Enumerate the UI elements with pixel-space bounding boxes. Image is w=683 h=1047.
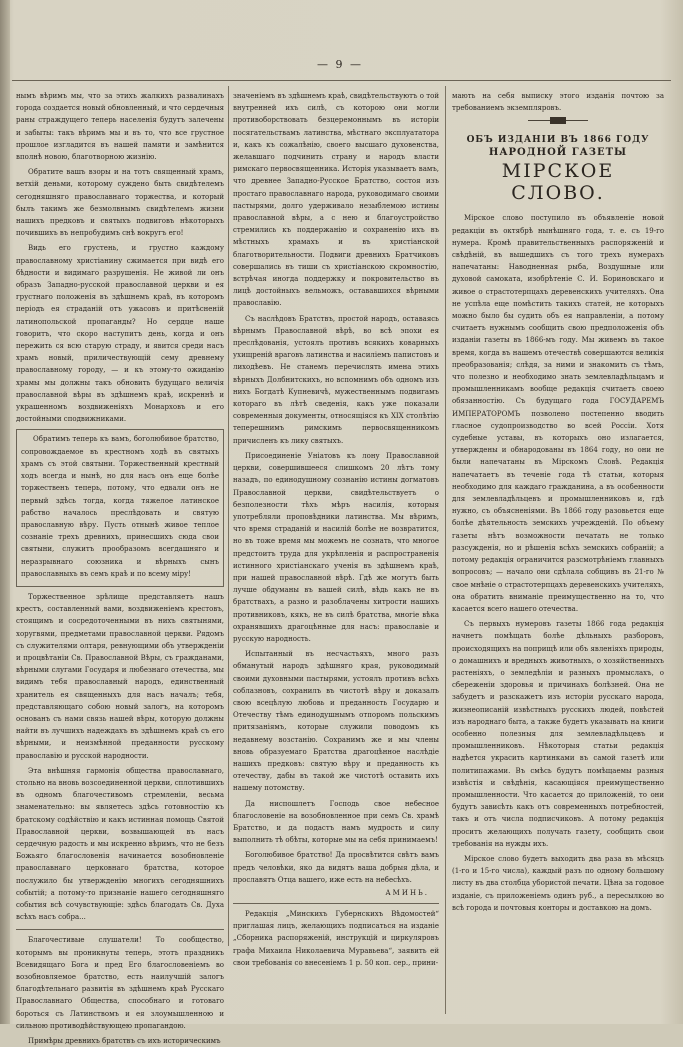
paragraph: Мірское слово поступило въ объявленіе новой редакціи въ октябрѣ нынѣшняго года, т. е. съ 19-го нумера. Кромѣ правительственныхъ распоряженій и свѣдѣній, въ вышедшихъ съ того трехъ нумерахъ напечатаны: Наводненная рыба, Воздушные или духовой самоката, изобрѣтеніе С. И. Бориновскаго и живое о страстотерпцахъ деревенскихъ учителяхъ. Она не успѣла еще помѣстить такихъ статей, не которыхъ можно было бы судить объ ея направленіи, а потому считаетъ нужнымъ сообщить свою предположенія объ изданіи газеты въ 1866-мъ году. Мы живемъ въ такое время, когда въ нашемъ отечествѣ совершаются великія преобразованія; слѣдя, за ними и знакомить съ тѣмъ, что полезно и необходимо знать землевладѣльцамъ и промышленникамъ вообще редакція считаетъ своею обязанностію. Съ будущаго года ГОСУДАРЕМЪ ИМПЕРАТОРОМЪ позволено постепенно вводить гласное судопроизводство во всей Россіи. Хотя судебные уставы, въ которыхъ оно излагается, утверждены и обнародованы въ 1864 году, но они не были напечатаны въ Мірскомъ Словѣ. Редакція напечатаетъ въ теченіе года тѣ статьи, которыя необходимо для каждаго гражданина, а въ особенности для землевладѣльцевъ и промышленниковъ и, гдѣ нужно, съ объясненіями. Въ 1866 году разовьется еще болѣе дѣятельность земскихъ учрежденій. По объему газеты нѣтъ возможности печатать не только разсужденія, но и рѣшенія всѣхъ земскихъ собраній; а потому редакція ограничится разсмотрѣніемъ главныхъ вопросовъ; — начало они сдѣлала собщивъ въ 21-го № свое мнѣніе о страстотерпцахъ деревенскихъ учителяхъ, она обратить вниманіе преимущественно на то, что касается всего нашего отечества. — [452, 214, 664, 613]
ornament-divider — [528, 120, 588, 131]
paragraph: Съ первыхъ нумеровъ газеты 1866 года редакція начнетъ помѣщать болѣе дѣльныхъ разборовъ, происходящихъ на поприщѣ или объ явленіяхъ природы, о домашнихъ и вредныхъ животныхъ, о хозяйственныхъ растеніяхъ, о земледѣліи и разныхъ промыслахъ, о сбереженіи здоровья и причинахъ болѣзней. Она не забудетъ и разскажетъ изъ исторіи русскаго народа, жизнеописаній извѣстныхъ русскихъ людей, повѣстей изъ народнаго быта, а также будетъ указывать на книги особенно полезныя для землевладѣльцевъ и промышленниковъ. Нѣкоторыя статьи редакція надѣется украсить картинками въ самой газетѣ или политипажами. Въ смѣсь будутъ помѣщаемы разныя извѣстія и свѣдѣнія, касающіяся преимущественно промышленности. Что касается до приложеній, то они будутъ зависѣть какъ отъ современныхъ потребностей, такъ и отъ числа подписчиковъ. А потому редакція проситъ желающихъ получать газету, сообщить свои требованія на нужды ихъ. — [452, 620, 664, 848]
binding-shadow — [0, 0, 10, 1024]
paragraph: Боголюбивое братство! Да просвѣтится свѣтъ вамъ предъ человѣки, яко да видятъ ваша добрыя дѣла, и прославятъ Отца вашего, иже есть на небесѣхъ. — [233, 851, 439, 884]
paragraph: Торжественное зрѣлище представляетъ нашъ крестъ, составленный вами, воздвиженіемъ крестовъ, стоящимъ и сосредоточенными въ нихъ святынями, хоругвями, предметами православной церкви. Рядомъ съ служителями олтаря, ревнующими объ утвержденіи и процвѣтаніи Св. Православной Вѣры, съ гражданами, вѣрными слугами Государя и любезнаго отечества, мы видимъ тебя православный народъ, единственный хранитель ея священныхъ для насъ началъ; тебя, представляющаго собою новый залогъ, на которомъ основанъ съ нами связь нашей вѣры, которую должны найти въ лучшихъ надеждахъ въ здѣшнемъ краѣ съ его вѣрными, и неизмѣнной преданности русскому православію и русской народности. — [16, 592, 224, 760]
paragraph: Примѣры древнихъ братствъ съ ихъ историческимъ — [28, 1037, 221, 1046]
announcement-subheading: НАРОДНОЙ ГАЗЕТЫ — [488, 147, 628, 159]
page-number: — 9 — — [317, 58, 363, 71]
paragraph: Да ниспошлетъ Господь свое небесное благословеніе на возобновленное при семъ Св. храмѣ Братство, и да подастъ намъ мудрость и силу выполнить тѣ обѣты, которые мы на себя принимаемъ! — [233, 799, 439, 845]
signature-amen: АМИНЬ. — [385, 889, 429, 897]
column-divider — [228, 86, 229, 946]
paragraph: Благочестивые слушатели! То сообщество, которымъ вы проникнуты теперь, этотъ праздникъ Всевидящаго Бога и пред Его благословеніемъ во возобновляемое братство, есть наилучшій залогъ благодѣтельнаго развитія въ здѣшнемъ краѣ Русскаго Православнаго Общества, способнаго и готоваго бороться съ Латинствомъ и ея злоумышленною и сильною противодѣйствующею пропагандою. — [16, 936, 224, 1030]
notice-paragraph: Редакція „Минскихъ Губернскихъ Вѣдомостей“ приглашая лицъ, желающихъ подписаться на изданіе „Сборника распоряженій, инструкцій и циркуляровъ графа Михаила Николаевича Муравьева“, заявить ей свои требованія со внесеніемъ 1 р. 50 коп. сер., прини- — [233, 910, 439, 967]
paragraph: Присоединеніе Уніатовъ къ лону Православной церкви, совершившееся слишкомъ 20 лѣтъ тому назадъ, по единодушному сознанію истины догматовъ Православной церкви, свидѣтельствуетъ о безполезности тѣхъ мѣръ насилія, которыя употребляли проповѣдники латинства. Мы вѣримъ, что время страданій и насилій болѣе не возвратится, но въ тоже время мы можемъ не сознать, что многое предстоитъ труда для укрѣпленія и распространенія истинного христіанскаго ученія въ здѣшнемъ краѣ, при нашей православной вѣрѣ. Гдѣ же могутъ быть лучше обдуманы въ вашей силѣ, вѣдь какъ не въ братствахъ, а разно и разоблачены хитрости нашихъ противниковъ, кякъ, не въ силѣ братства, многіе вѣка охранявшихъ драгоцѣнные для насъ: православіе и русскую народность. — [233, 451, 439, 643]
paragraph: нымъ вѣримъ мы, что за этихъ жалкихъ развалинахъ города создается новый обновленный, и что сердечныя раны страждущего теперь населенія будутъ залечены и забыты: такъ вѣримъ мы и въ то, что все грустное прошлое изгладится въ нашей памяти и замѣнится вполнѣ новою, благотворною жизнію. — [16, 92, 224, 162]
paragraph: Мірское слово будетъ выходить два раза въ мѣсяцъ (1-го и 15-го числа), каждый разъ по одному большому листу въ два столбца убористой печати. Цѣна за годовое изданіе, съ приложеніемъ одинъ руб., а пересылкою во всѣ города и почтовыя конторы и доставкою на домъ. — [452, 854, 664, 912]
paragraph: значеніемъ въ здѣшнемъ краѣ, свидѣтельствуютъ о той внутренней ихъ силѣ, съ которою они могли противоборствовать безцеремоннымъ въ исторіи посягательствамъ латинства, мѣстнаго эксплуататора и, какъ къ сожалѣнію, своего высшаго духовенства, желавшаго подчинить страну и народъ власти римскаго первосвященника. Исторія указываетъ вамъ, что древнее Западно-Русское Братство, состоя изъ простаго православнаго народа, руководимаго своими пастырями, долго удерживало незыблемою истины православной вѣры, а с нею и благоустройство стремились къ поддержанію и сохраненію ихъ въ мѣстныхъ храмахъ и въ христіанской благотворительности. Подвиги древнихъ Братчиковъ совершались въ тиши съ христіанскою скромностію, встрѣчая иногда поддержку и покровительство въ лицѣ достойныхъ вельможъ, остававшихся вѣрными православію. — [233, 92, 439, 308]
section-rule — [233, 903, 439, 904]
paragraph: Эта внѣшняя гармонія общества православнаго, стольно на вновь возсоединенной церкви, сплотившихъ въ одномъ благочестивомъ стремленіи, весьма знаменательно: вы являетесь здѣсь готовностію къ братскому содѣйствію и какъ истинная помощь Святой Православной церкви, возвышающей въ насъ сердечную радость и мы искренно вѣримъ, что не безъ Божьяго благословенія начинается возобновленіе православнаго церковнаго братства, которое послужило бы утвержденію многихъ сегодняшнихъ событій; а потому-то признаніе нашего сегодняшняго события всѣ сочувствующіе: здѣсь благодать Св. Духа всѣхъ насъ собра... — [16, 766, 224, 922]
paragraph: Обратите вашъ взоры и на тотъ священный храмъ, ветхій деньми, которому суждено быть свидѣтелемъ сегодняшняго православнаго торжества, и который былъ такимъ же безмолвнымъ свидѣтелемъ жизни нашихъ предковъ и святыхъ подвиговъ нѣкоторыхъ почившихъ въ непробудимъ снѣ вокругъ его! — [16, 168, 224, 238]
column-middle — [233, 90, 439, 1014]
paragraph: Обратимъ теперь къ вамъ, боголюбивое братство, сопровождаемое въ крестномъ ходѣ въ святыхъ храмъ съ этой святыни. Торжественный крестный ходъ всегда и нынѣ, но для насъ онъ еще болѣе торжественъ теперь, потому, что едвали онъ не первый здѣсь тогда, когда тяжелое латинское рабство началось преслѣдовать и святую православную вѣру. Пусть отнынѣ живое теплое сознаніе трехъ древнихъ, принесшихъ сюда свои святыни, служитъ прообразомъ всегдашняго и неразрывнаго союзника и вѣрныхъ сынъ православныхъ въ семъ краѣ и по всему міру! — [21, 435, 219, 578]
column-right — [452, 90, 664, 1014]
paragraph: Видь его грустень, и грустно каждому православному христіанину сжимается при видѣ его бѣдности и видимаго разрушенія. Не живой ли онъ образъ Западно-русской православной церкви и ея грустнаго положенія въ здѣшнемъ краѣ, въ которомъ періодъ ея страданій отъ ужасовъ и притѣсненій латинопольской пропаганды? Но сердце наше говоритъ, что скоро наступитъ день, когда и онъ пережить ся всю старую страду, и явится среди насъ храмъ новый, приличествующій сему древнему православному городу, — и къ этому-то ожиданію храмы мы должны такъ обновить будущаго величія православной вѣры въ здѣшнемъ краѣ, искреннѣ и украшенномъ воздвиженіяхъ Монарховъ и его достойными сподвижниками. — [16, 244, 224, 424]
newspaper-title: МІРСКОЕ СЛОВО. — [501, 160, 615, 205]
boxed-paragraph — [16, 429, 224, 586]
column-divider — [445, 86, 446, 1014]
header-rule — [12, 80, 671, 81]
column-left — [16, 90, 224, 1046]
paragraph: Испытанный въ несчастьяхъ, много разъ обманутый народъ здѣшняго края, руководимый своими духовными пастырями, устоялъ противъ всѣхъ соблазновъ, сохранилъ въ чистотѣ вѣру и доказалъ свою всецѣлую любовь и преданность Государю и Отечеству тѣмъ единодушнымъ отпоромъ польскимъ притязаніямъ, которые служили поводомъ къ недавнему возстанію. Сохранимъ же и мы члены вновь образуемаго Братства драгоцѣнное наслѣдіе нашихъ предковъ: святую вѣру и преданность къ отечеству, дабы въ такой же чистотѣ оставить ихъ нашему потомству. — [233, 650, 439, 793]
paragraph: мають на себя выписку этого изданія почтою за требованиемъ экземпляровъ. — [452, 92, 664, 113]
paragraph: Съ наслѣдовъ Братствъ, простой народъ, оставаясь вѣрнымъ Православной вѣрѣ, во всѣ эпохи ея преслѣдованія, устоялъ противъ всякихъ коварныхъ ухищреній враговъ латинства и насиліемъ папистовъ и лиходѣевъ. Не станемъ перечислять имена этихъ вѣрныхъ Долбнитскихъ, но вспомнимъ объ одномъ изъ нихъ Богдатѣ Купневичѣ, мужественнымъ подвигамъ котораго въ лѣтѣ сведенія, какъ уже показали современныя документы, относящіяся къ XIX столѣтію теперешнимъ римскимъ первосвященникомъ причисленъ къ лику святыхъ. — [233, 314, 439, 445]
announcement-heading: ОБЪ ИЗДАНІИ ВЪ 1866 ГОДУ — [466, 135, 650, 146]
section-rule — [16, 929, 224, 930]
